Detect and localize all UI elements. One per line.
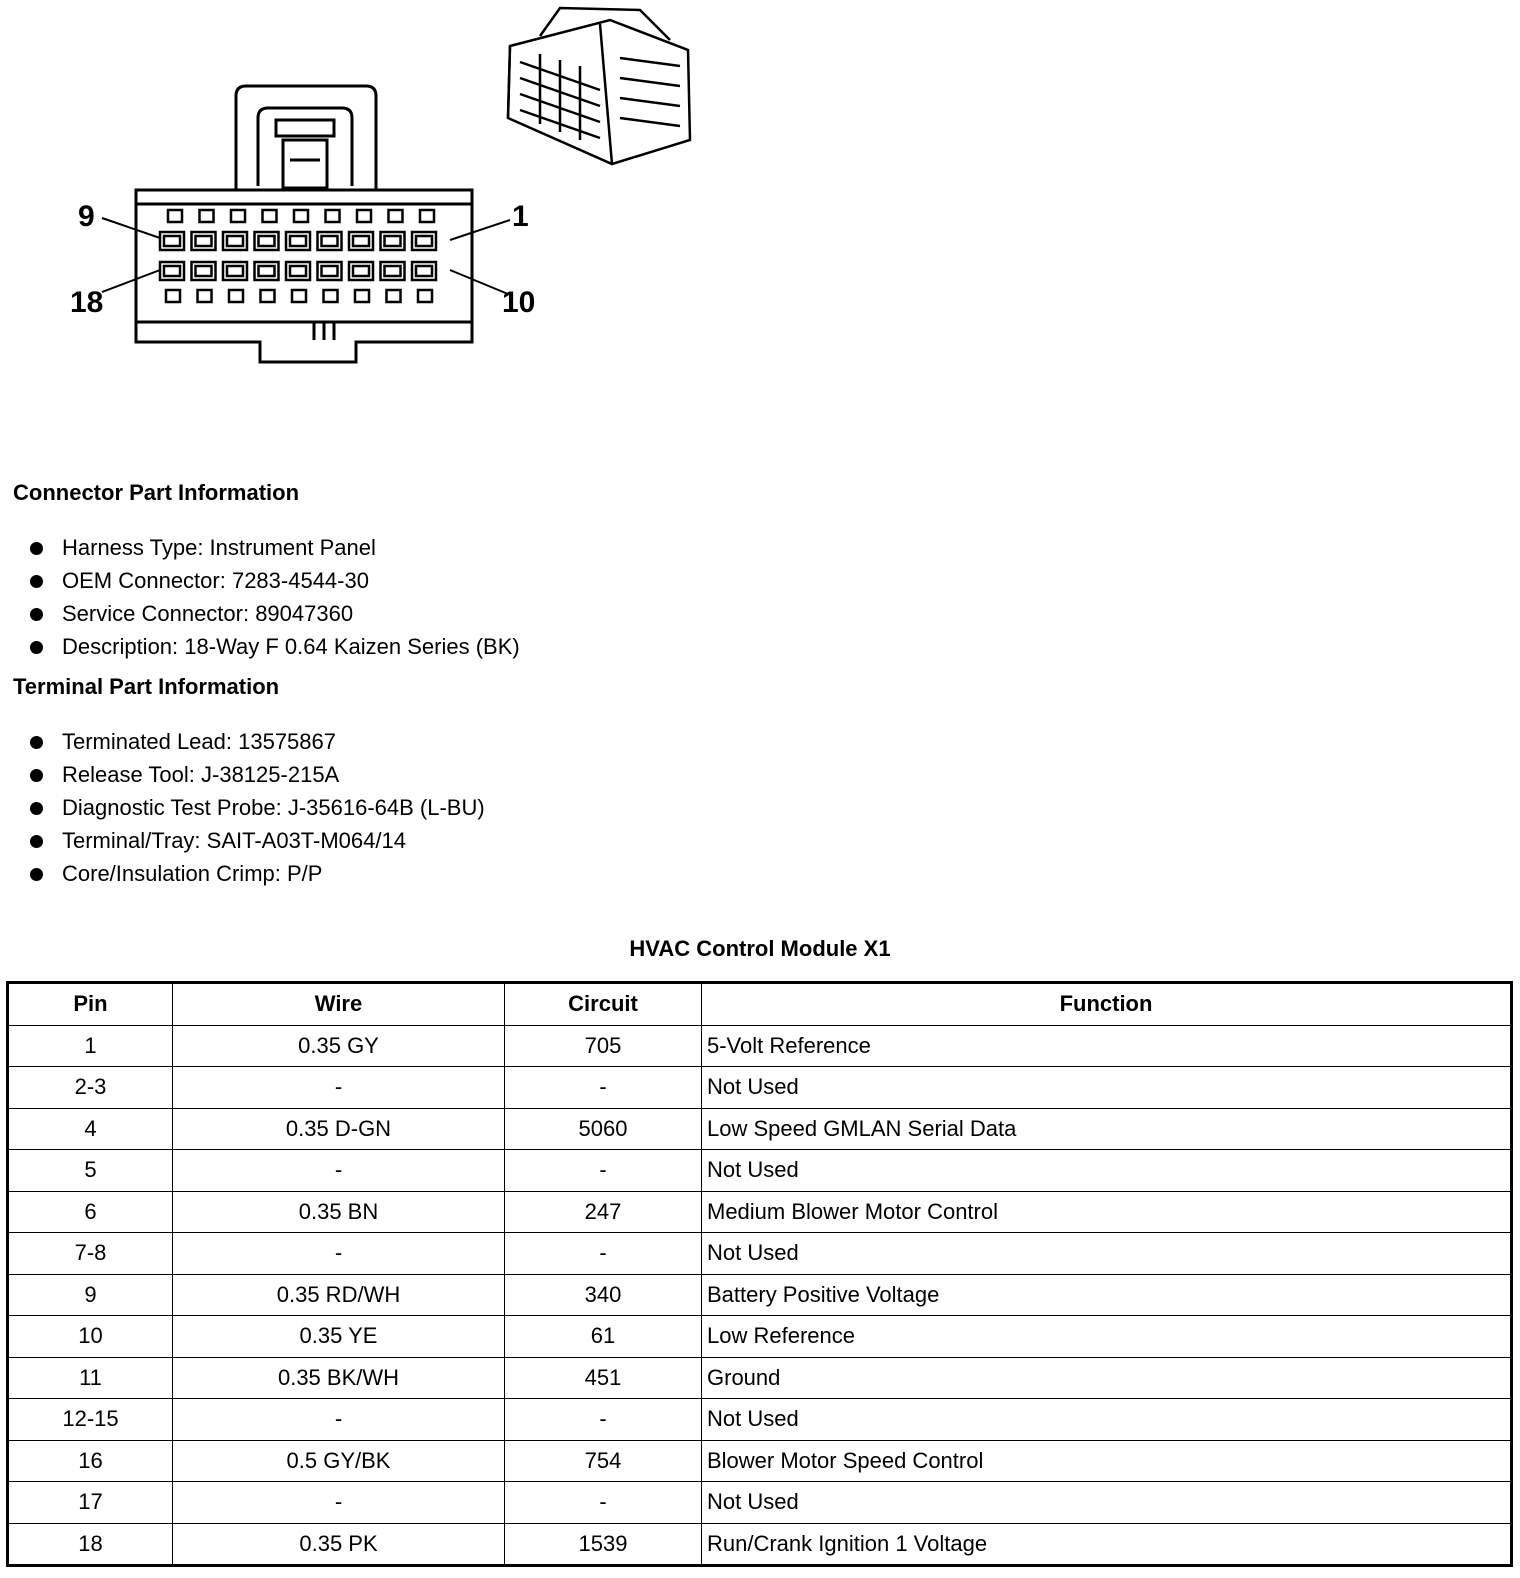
terminal-info-list — [30, 725, 485, 890]
table-row — [8, 1523, 1512, 1566]
cell-pin: 5 — [8, 1150, 173, 1192]
cell-circuit: - — [505, 1482, 702, 1524]
latch-slot — [168, 210, 182, 222]
cell-pin: 7-8 — [8, 1233, 173, 1275]
cell-function: Not Used — [702, 1233, 1512, 1275]
cell-circuit: 61 — [505, 1316, 702, 1358]
latch-slot — [355, 290, 369, 302]
cell-wire: 0.35 RD/WH — [173, 1274, 505, 1316]
cavity-inner — [416, 236, 432, 246]
cell-wire: 0.5 GY/BK — [173, 1440, 505, 1482]
cell-function: Blower Motor Speed Control — [702, 1440, 1512, 1482]
cell-pin: 4 — [8, 1108, 173, 1150]
list-item: Harness Type: Instrument Panel — [30, 531, 520, 564]
cavity-inner — [196, 266, 212, 276]
cavity-inner — [322, 236, 338, 246]
cell-function: Not Used — [702, 1399, 1512, 1441]
cell-circuit: 340 — [505, 1274, 702, 1316]
cell-function: Battery Positive Voltage — [702, 1274, 1512, 1316]
list-item: Core/Insulation Crimp: P/P — [30, 857, 485, 890]
connector-info-heading: Connector Part Information — [13, 480, 300, 505]
connector-diagram — [0, 0, 760, 420]
table-row — [8, 1440, 1512, 1482]
cavity-inner — [290, 266, 306, 276]
cavity-inner — [290, 236, 306, 246]
header-wire: Wire — [173, 983, 505, 1026]
latch-slot — [420, 210, 434, 222]
table-row — [8, 1191, 1512, 1233]
cell-circuit: - — [505, 1233, 702, 1275]
connector-3d-view — [508, 8, 690, 164]
pin-table — [6, 981, 1513, 1567]
cell-pin: 6 — [8, 1191, 173, 1233]
cavity-inner — [164, 236, 180, 246]
cell-circuit: 247 — [505, 1191, 702, 1233]
list-item: Description: 18-Way F 0.64 Kaizen Series (BK) — [30, 630, 520, 663]
cavity-inner — [385, 266, 401, 276]
table-row — [8, 1274, 1512, 1316]
cell-function: Not Used — [702, 1482, 1512, 1524]
pin-label-10: 10 — [502, 286, 536, 319]
table-row — [8, 1482, 1512, 1524]
latch-slot — [198, 290, 212, 302]
cell-wire: - — [173, 1233, 505, 1275]
cell-pin: 1 — [8, 1025, 173, 1067]
pin-label-1: 1 — [512, 200, 529, 233]
cell-pin: 2-3 — [8, 1067, 173, 1109]
connector-info-list — [30, 531, 520, 663]
cavity-inner — [227, 236, 243, 246]
cell-pin: 11 — [8, 1357, 173, 1399]
cavity-inner — [259, 236, 275, 246]
latch-slot — [324, 290, 338, 302]
table-title: HVAC Control Module X1 — [629, 936, 891, 961]
latch-slot — [166, 290, 180, 302]
cell-wire: - — [173, 1482, 505, 1524]
latch-slot — [357, 210, 371, 222]
cell-circuit: 705 — [505, 1025, 702, 1067]
header-pin: Pin — [8, 983, 173, 1026]
list-item: Terminated Lead: 13575867 — [30, 725, 485, 758]
cell-circuit: 1539 — [505, 1523, 702, 1566]
table-header-row — [8, 983, 1512, 1026]
cell-pin: 17 — [8, 1482, 173, 1524]
cavity-inner — [259, 266, 275, 276]
cell-wire: - — [173, 1399, 505, 1441]
table-row — [8, 1316, 1512, 1358]
latch-slot — [326, 210, 340, 222]
table-row — [8, 1399, 1512, 1441]
latch-slot — [263, 210, 277, 222]
cavity-inner — [416, 266, 432, 276]
cell-pin: 12-15 — [8, 1399, 173, 1441]
cell-wire: - — [173, 1150, 505, 1192]
table-row — [8, 1025, 1512, 1067]
terminal-info-heading: Terminal Part Information — [13, 674, 280, 699]
cavity-inner — [322, 266, 338, 276]
table-row — [8, 1150, 1512, 1192]
latch-slot — [292, 290, 306, 302]
latch-slot — [231, 210, 245, 222]
header-function: Function — [702, 983, 1512, 1026]
latch-slot — [200, 210, 214, 222]
cell-pin: 18 — [8, 1523, 173, 1566]
latch-slot — [418, 290, 432, 302]
connector-face-drawing — [0, 0, 760, 420]
cell-circuit: - — [505, 1399, 702, 1441]
cell-circuit: - — [505, 1150, 702, 1192]
table-row — [8, 1067, 1512, 1109]
cell-wire: 0.35 BK/WH — [173, 1357, 505, 1399]
cell-circuit: 451 — [505, 1357, 702, 1399]
latch-slot — [294, 210, 308, 222]
cell-wire: 0.35 BN — [173, 1191, 505, 1233]
cell-circuit: 5060 — [505, 1108, 702, 1150]
cell-function: Medium Blower Motor Control — [702, 1191, 1512, 1233]
cell-wire: 0.35 GY — [173, 1025, 505, 1067]
latch-slot — [389, 210, 403, 222]
latch-slot — [261, 290, 275, 302]
header-circuit: Circuit — [505, 983, 702, 1026]
cell-pin: 16 — [8, 1440, 173, 1482]
cell-pin: 10 — [8, 1316, 173, 1358]
cavity-inner — [385, 236, 401, 246]
cell-function: Low Speed GMLAN Serial Data — [702, 1108, 1512, 1150]
table-row — [8, 1108, 1512, 1150]
table-row — [8, 1233, 1512, 1275]
cell-pin: 9 — [8, 1274, 173, 1316]
cell-function: Not Used — [702, 1067, 1512, 1109]
cell-function: Not Used — [702, 1150, 1512, 1192]
cell-circuit: 754 — [505, 1440, 702, 1482]
table-row — [8, 1357, 1512, 1399]
cell-wire: 0.35 YE — [173, 1316, 505, 1358]
latch-slot — [387, 290, 401, 302]
cavity-inner — [196, 236, 212, 246]
cell-circuit: - — [505, 1067, 702, 1109]
cell-function: Run/Crank Ignition 1 Voltage — [702, 1523, 1512, 1566]
cavity-inner — [353, 236, 369, 246]
pin-label-9: 9 — [78, 200, 95, 233]
cavity-inner — [353, 266, 369, 276]
cell-function: Low Reference — [702, 1316, 1512, 1358]
cavity-inner — [227, 266, 243, 276]
list-item: Diagnostic Test Probe: J-35616-64B (L-BU) — [30, 791, 485, 824]
cell-function: 5-Volt Reference — [702, 1025, 1512, 1067]
list-item: Release Tool: J-38125-215A — [30, 758, 485, 791]
latch-slot — [229, 290, 243, 302]
list-item: Terminal/Tray: SAIT-A03T-M064/14 — [30, 824, 485, 857]
pin-label-18: 18 — [70, 286, 104, 319]
cell-wire: - — [173, 1067, 505, 1109]
list-item: Service Connector: 89047360 — [30, 597, 520, 630]
cell-function: Ground — [702, 1357, 1512, 1399]
list-item: OEM Connector: 7283-4544-30 — [30, 564, 520, 597]
cavity-inner — [164, 266, 180, 276]
cell-wire: 0.35 D-GN — [173, 1108, 505, 1150]
cell-wire: 0.35 PK — [173, 1523, 505, 1566]
